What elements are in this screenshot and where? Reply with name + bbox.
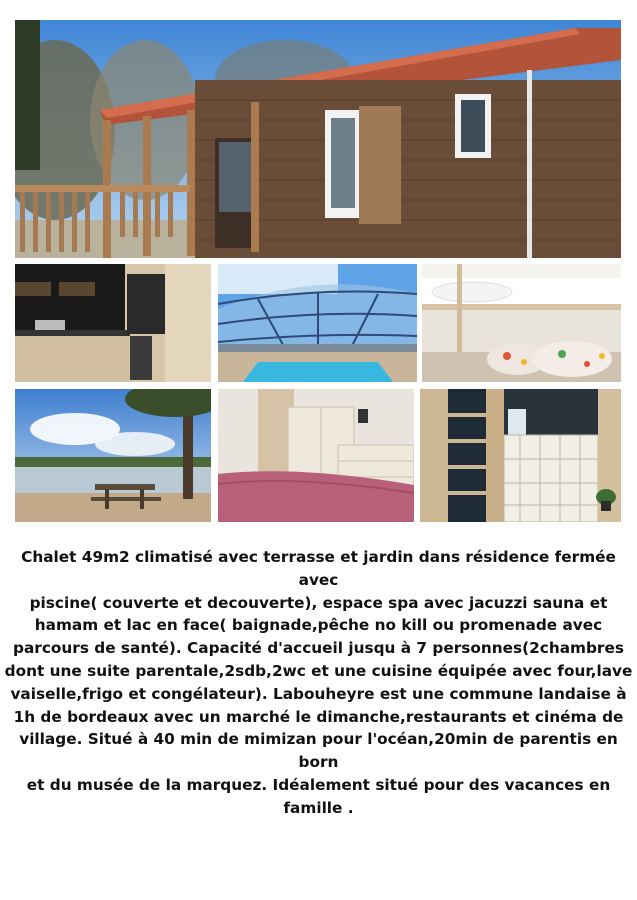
bunk-bed-room-photo bbox=[422, 264, 621, 382]
kitchen-photo bbox=[15, 264, 211, 382]
description-line: piscine( couverte et decouverte), espace spa avec jacuzzi sauna et bbox=[29, 593, 608, 612]
description-line: village. Situé à 40 min de mimizan pour l'océan,20min de parentis en born bbox=[19, 730, 618, 772]
description-line: vaiselle,frigo et congélateur). Labouheyre est une commune landaise à bbox=[10, 684, 627, 703]
lake-picnic-photo bbox=[15, 389, 211, 522]
chalet-exterior-photo bbox=[15, 20, 621, 258]
storage-shelving-photo bbox=[420, 389, 621, 522]
description-line: hamam et lac en face( baignade,pêche no kill ou promenade avec bbox=[34, 616, 603, 635]
description-line: parcours de santé). Capacité d'accueil jusqu à 7 personnes(2chambres bbox=[13, 639, 624, 658]
bedroom-photo bbox=[218, 389, 414, 522]
description-line: famille . bbox=[283, 798, 354, 817]
description-line: Chalet 49m2 climatisé avec terrasse et jardin dans résidence fermée avec bbox=[21, 548, 616, 589]
covered-pool-photo bbox=[218, 264, 417, 382]
description-line: 1h de bordeaux avec un marché le dimanche,restaurants et cinéma de bbox=[13, 707, 624, 726]
description-line: et du musée de la marquez. Idéalement situé pour des vacances en bbox=[26, 775, 611, 794]
chalet-description bbox=[0, 546, 637, 820]
description-line: dont une suite parentale,2sdb,2wc et une cuisine équipée avec four,lave bbox=[4, 661, 633, 680]
